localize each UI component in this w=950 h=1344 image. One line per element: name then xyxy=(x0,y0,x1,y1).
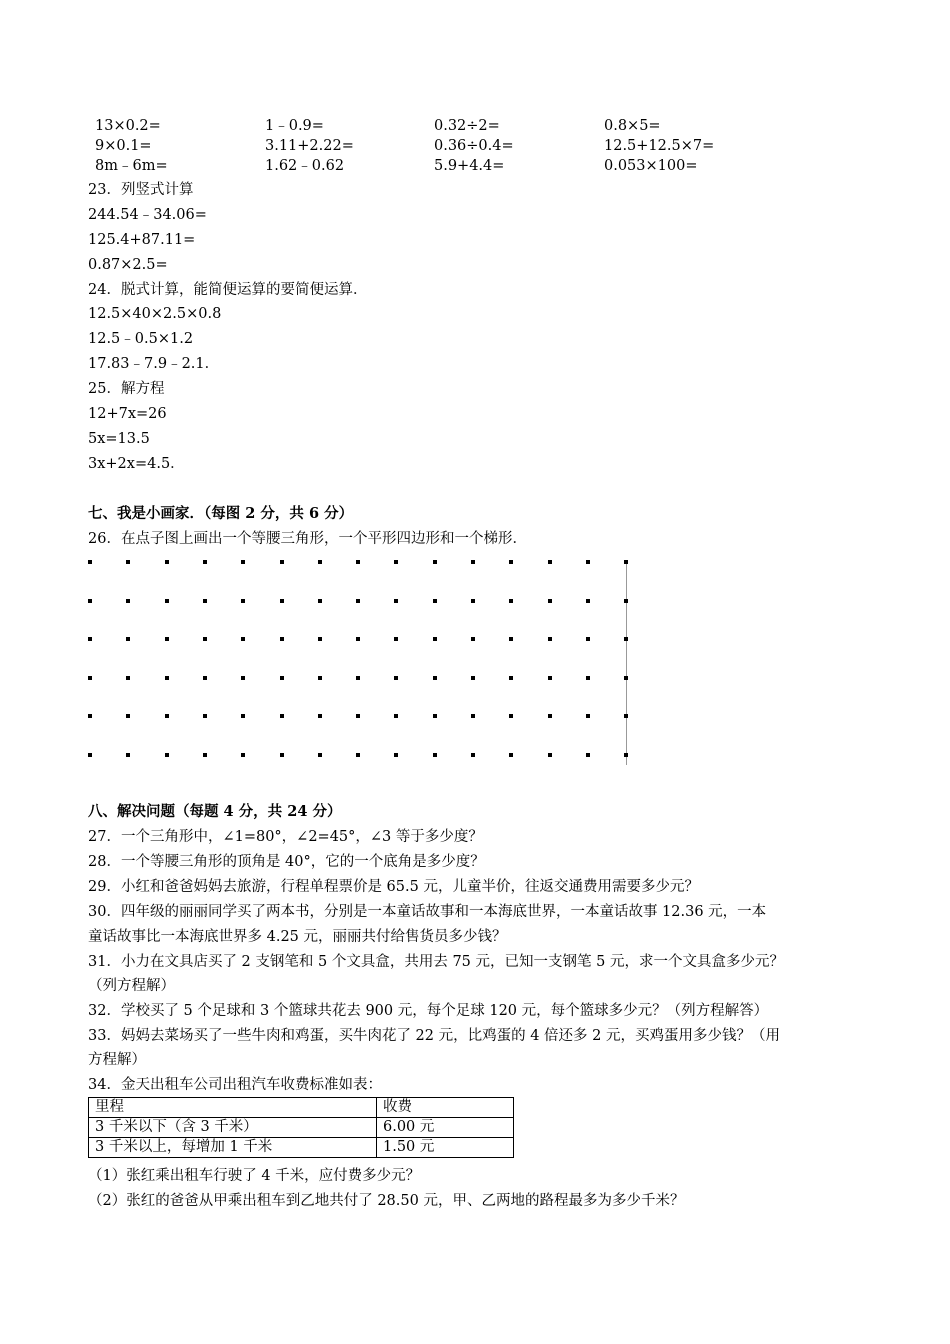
grid-dot xyxy=(586,714,590,718)
q28-text: 28．一个等腰三角形的顶角是 40°，它的一个底角是多少度？ xyxy=(88,854,485,870)
grid-dot xyxy=(586,560,590,564)
grid-dot xyxy=(241,560,245,564)
grid-dot xyxy=(471,599,475,603)
grid-dot xyxy=(318,599,322,603)
table-row xyxy=(89,1118,514,1138)
table-header-cell: 收费 xyxy=(377,1098,514,1118)
grid-dot xyxy=(126,560,130,564)
grid-dot xyxy=(318,714,322,718)
table-header-cell: 里程 xyxy=(89,1098,377,1118)
grid-dot xyxy=(88,599,92,603)
grid-dot xyxy=(471,714,475,718)
section7-heading: 七、我是小画家．（每图 2 分，共 6 分） xyxy=(88,505,354,522)
grid-dot xyxy=(586,753,590,757)
grid-dot xyxy=(433,714,437,718)
grid-dot xyxy=(356,714,360,718)
calc-item: 1.62﹣0.62 xyxy=(265,158,345,174)
grid-dot xyxy=(356,753,360,757)
calc-item: 9×0.1= xyxy=(95,138,152,154)
q33-text-cont: 方程解） xyxy=(88,1052,146,1068)
calc-item: 0.36÷0.4= xyxy=(434,138,514,154)
grid-dot xyxy=(509,714,513,718)
grid-dot xyxy=(509,599,513,603)
grid-dot xyxy=(203,753,207,757)
calc-item: 13×0.2= xyxy=(95,118,161,134)
grid-dot xyxy=(548,599,552,603)
grid-dot xyxy=(624,637,628,641)
grid-dot xyxy=(548,714,552,718)
grid-dot xyxy=(586,676,590,680)
grid-dot xyxy=(356,560,360,564)
q25-title: 25．解方程 xyxy=(88,381,165,397)
calc-item: 0.053×100= xyxy=(604,158,698,174)
grid-dot xyxy=(203,676,207,680)
q25-item: 3x+2x=4.5． xyxy=(88,456,185,472)
grid-dot xyxy=(433,676,437,680)
calc-item: 0.32÷2= xyxy=(434,118,500,134)
q23-item: 244.54﹣34.06= xyxy=(88,207,207,223)
grid-dot xyxy=(433,753,437,757)
grid-dot xyxy=(509,637,513,641)
grid-dot xyxy=(433,637,437,641)
table-header-row xyxy=(89,1098,514,1118)
grid-dot xyxy=(165,599,169,603)
calc-item: 8m﹣6m= xyxy=(95,158,168,174)
calc-item: 12.5+12.5×7= xyxy=(604,138,715,154)
dot-grid[interactable] xyxy=(88,560,628,765)
grid-dot xyxy=(280,676,284,680)
grid-dot xyxy=(241,676,245,680)
grid-dot xyxy=(88,753,92,757)
grid-dot xyxy=(356,676,360,680)
grid-dot xyxy=(165,637,169,641)
grid-dot xyxy=(394,676,398,680)
table-row xyxy=(89,1138,514,1158)
grid-dot xyxy=(318,560,322,564)
q31-text-cont: （列方程解） xyxy=(88,978,175,994)
grid-dot xyxy=(241,637,245,641)
q26-text: 26．在点子图上画出一个等腰三角形，一个平形四边形和一个梯形． xyxy=(88,531,527,547)
q24-item: 12.5﹣0.5×1.2 xyxy=(88,331,194,347)
table-cell: 1.50 元 xyxy=(377,1138,514,1158)
grid-dot xyxy=(548,637,552,641)
grid-dot xyxy=(471,753,475,757)
grid-dot xyxy=(126,714,130,718)
grid-dot xyxy=(394,753,398,757)
calc-item: 3.11+2.22= xyxy=(265,138,354,154)
q29-text: 29．小红和爸爸妈妈去旅游，行程单程票价是 65.5 元，儿童半价，往返交通费用需要多少元？ xyxy=(88,879,699,895)
grid-dot xyxy=(88,676,92,680)
grid-dot xyxy=(509,676,513,680)
fare-table xyxy=(88,1097,514,1158)
grid-dot xyxy=(548,560,552,564)
grid-dot xyxy=(624,753,628,757)
grid-dot xyxy=(394,637,398,641)
grid-dot xyxy=(586,637,590,641)
grid-dot xyxy=(433,599,437,603)
q24-item: 17.83﹣7.9﹣2.1． xyxy=(88,356,220,372)
calc-row xyxy=(95,136,795,156)
grid-dot xyxy=(433,560,437,564)
q25-item: 5x=13.5 xyxy=(88,431,150,447)
grid-dot xyxy=(624,714,628,718)
grid-dot xyxy=(548,676,552,680)
grid-dot xyxy=(356,637,360,641)
grid-dot xyxy=(165,753,169,757)
grid-dot xyxy=(126,637,130,641)
grid-dot xyxy=(471,676,475,680)
grid-dot xyxy=(203,599,207,603)
q24-item: 12.5×40×2.5×0.8 xyxy=(88,306,222,322)
section8-heading: 八、解决问题（每题 4 分，共 24 分） xyxy=(88,803,342,820)
dot-grid-edge xyxy=(626,560,627,765)
q33-text: 33．妈妈去菜场买了一些牛肉和鸡蛋，买牛肉花了 22 元，比鸡蛋的 4 倍还多 2 元，买鸡蛋用多少钱？（用 xyxy=(88,1028,781,1044)
grid-dot xyxy=(241,714,245,718)
grid-dot xyxy=(165,676,169,680)
grid-dot xyxy=(624,599,628,603)
grid-dot xyxy=(203,637,207,641)
q34-text: 34．金天出租车公司出租汽车收费标准如表： xyxy=(88,1077,382,1093)
grid-dot xyxy=(280,637,284,641)
grid-dot xyxy=(471,637,475,641)
q31-text: 31．小力在文具店买了 2 支钢笔和 5 个文具盒，共用去 75 元，已知一支钢笔 5 元，求一个文具盒多少元？ xyxy=(88,954,784,970)
grid-dot xyxy=(280,753,284,757)
grid-dot xyxy=(241,753,245,757)
calc-item: 5.9+4.4= xyxy=(434,158,505,174)
grid-dot xyxy=(394,599,398,603)
q32-text: 32．学校买了 5 个足球和 3 个篮球共花去 900 元，每个足球 120 元，每个篮球多少元？（列方程解答） xyxy=(88,1003,769,1019)
grid-dot xyxy=(318,637,322,641)
calc-row xyxy=(95,156,795,176)
q24-title: 24．脱式计算，能简便运算的要简便运算． xyxy=(88,282,368,298)
grid-dot xyxy=(203,560,207,564)
grid-dot xyxy=(509,560,513,564)
table-cell: 3 千米以上，每增加 1 千米 xyxy=(89,1138,377,1158)
grid-dot xyxy=(509,753,513,757)
grid-dot xyxy=(88,714,92,718)
grid-dot xyxy=(241,599,245,603)
q23-title: 23．列竖式计算 xyxy=(88,182,194,198)
grid-dot xyxy=(280,599,284,603)
grid-dot xyxy=(356,599,360,603)
grid-dot xyxy=(280,714,284,718)
grid-dot xyxy=(471,560,475,564)
grid-dot xyxy=(394,560,398,564)
grid-dot xyxy=(203,714,207,718)
table-cell: 3 千米以下（含 3 千米） xyxy=(89,1118,377,1138)
q34-sub1: （1）张红乘出租车行驶了 4 千米，应付费多少元？ xyxy=(88,1168,421,1184)
calc-row xyxy=(95,116,795,136)
grid-dot xyxy=(624,560,628,564)
q23-item: 0.87×2.5= xyxy=(88,257,168,273)
q30-text-cont: 童话故事比一本海底世界多 4.25 元，丽丽共付给售货员多少钱？ xyxy=(88,929,507,945)
grid-dot xyxy=(126,676,130,680)
table-cell: 6.00 元 xyxy=(377,1118,514,1138)
q30-text: 30．四年级的丽丽同学买了两本书，分别是一本童话故事和一本海底世界，一本童话故事 12.36 元，一本 xyxy=(88,904,767,920)
grid-dot xyxy=(165,560,169,564)
q27-text: 27．一个三角形中，∠1=80°，∠2=45°，∠3 等于多少度？ xyxy=(88,829,483,845)
grid-dot xyxy=(165,714,169,718)
grid-dot xyxy=(624,676,628,680)
grid-dot xyxy=(318,753,322,757)
grid-dot xyxy=(318,676,322,680)
q25-item: 12+7x=26 xyxy=(88,406,167,422)
calc-item: 1﹣0.9= xyxy=(265,118,324,134)
q34-sub2: （2）张红的爸爸从甲乘出租车到乙地共付了 28.50 元，甲、乙两地的路程最多为多少千米？ xyxy=(88,1193,685,1209)
grid-dot xyxy=(88,560,92,564)
grid-dot xyxy=(586,599,590,603)
q23-item: 125.4+87.11= xyxy=(88,232,196,248)
grid-dot xyxy=(126,599,130,603)
grid-dot xyxy=(394,714,398,718)
grid-dot xyxy=(88,637,92,641)
grid-dot xyxy=(280,560,284,564)
calc-item: 0.8×5= xyxy=(604,118,661,134)
grid-dot xyxy=(548,753,552,757)
grid-dot xyxy=(126,753,130,757)
